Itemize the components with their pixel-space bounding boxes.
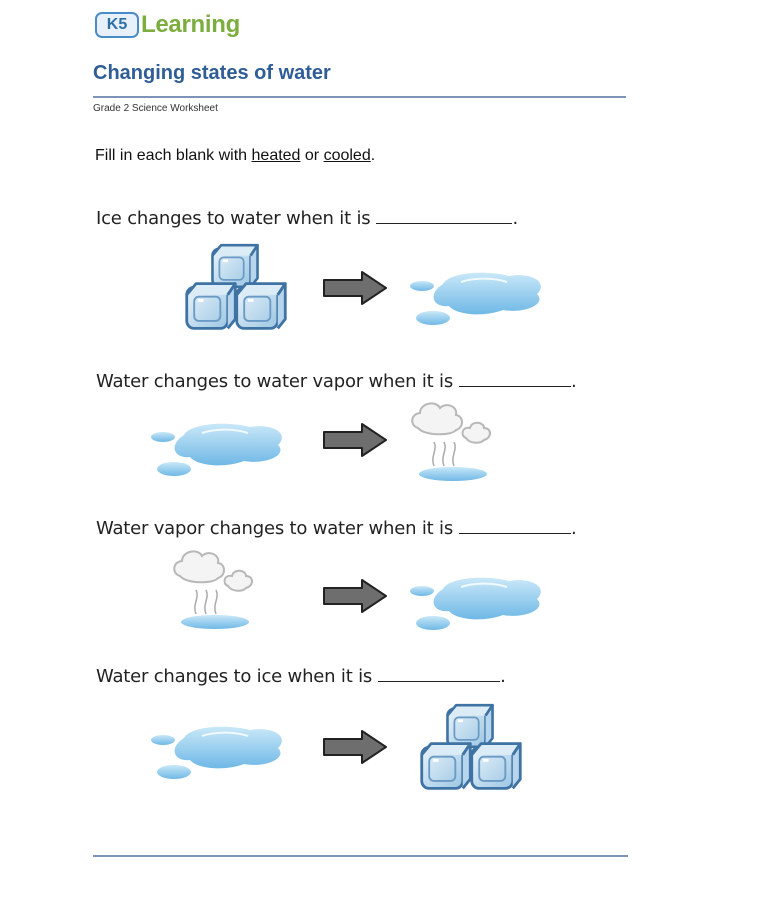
water-vapor-cloud-icon	[170, 548, 260, 633]
right-arrow-icon	[322, 729, 388, 765]
instructions	[95, 147, 375, 165]
question-text: Water vapor changes to water when it is	[96, 518, 454, 539]
question-1	[96, 208, 518, 229]
question-2	[96, 371, 577, 392]
period: .	[500, 666, 506, 687]
period: .	[512, 208, 518, 229]
question-4	[96, 666, 506, 687]
option-heated: heated	[251, 147, 301, 164]
ice-cubes-icon	[183, 240, 293, 335]
right-arrow-icon	[322, 422, 388, 458]
worksheet-subtitle: Grade 2 Science Worksheet	[93, 103, 218, 114]
question-text: Ice changes to water when it is	[96, 208, 371, 229]
k5-learning-logo	[95, 8, 240, 42]
water-puddle-icon	[150, 722, 290, 782]
instructions-prefix: Fill in each blank with	[95, 147, 252, 164]
water-vapor-cloud-icon	[408, 400, 498, 485]
water-puddle-icon	[409, 573, 549, 633]
question-text: Water changes to ice when it is	[96, 666, 373, 687]
answer-blank[interactable]	[459, 372, 571, 387]
right-arrow-icon	[322, 578, 388, 614]
answer-blank[interactable]	[376, 209, 512, 224]
worksheet-title: Changing states of water	[93, 62, 331, 84]
instructions-suffix: .	[370, 147, 376, 164]
question-3	[96, 518, 577, 539]
question-text: Water changes to water vapor when it is	[96, 371, 454, 392]
logo-word: Learning	[141, 11, 240, 38]
instructions-middle: or	[300, 147, 324, 164]
logo-badge: K5	[95, 12, 139, 38]
ice-cubes-icon	[418, 700, 528, 795]
water-puddle-icon	[150, 419, 290, 479]
option-cooled: cooled	[323, 147, 371, 164]
footer-divider	[93, 855, 628, 857]
answer-blank[interactable]	[378, 667, 500, 682]
answer-blank[interactable]	[459, 519, 571, 534]
water-puddle-icon	[409, 268, 549, 328]
right-arrow-icon	[322, 270, 388, 306]
period: .	[571, 518, 577, 539]
header-divider	[93, 96, 626, 98]
period: .	[571, 371, 577, 392]
